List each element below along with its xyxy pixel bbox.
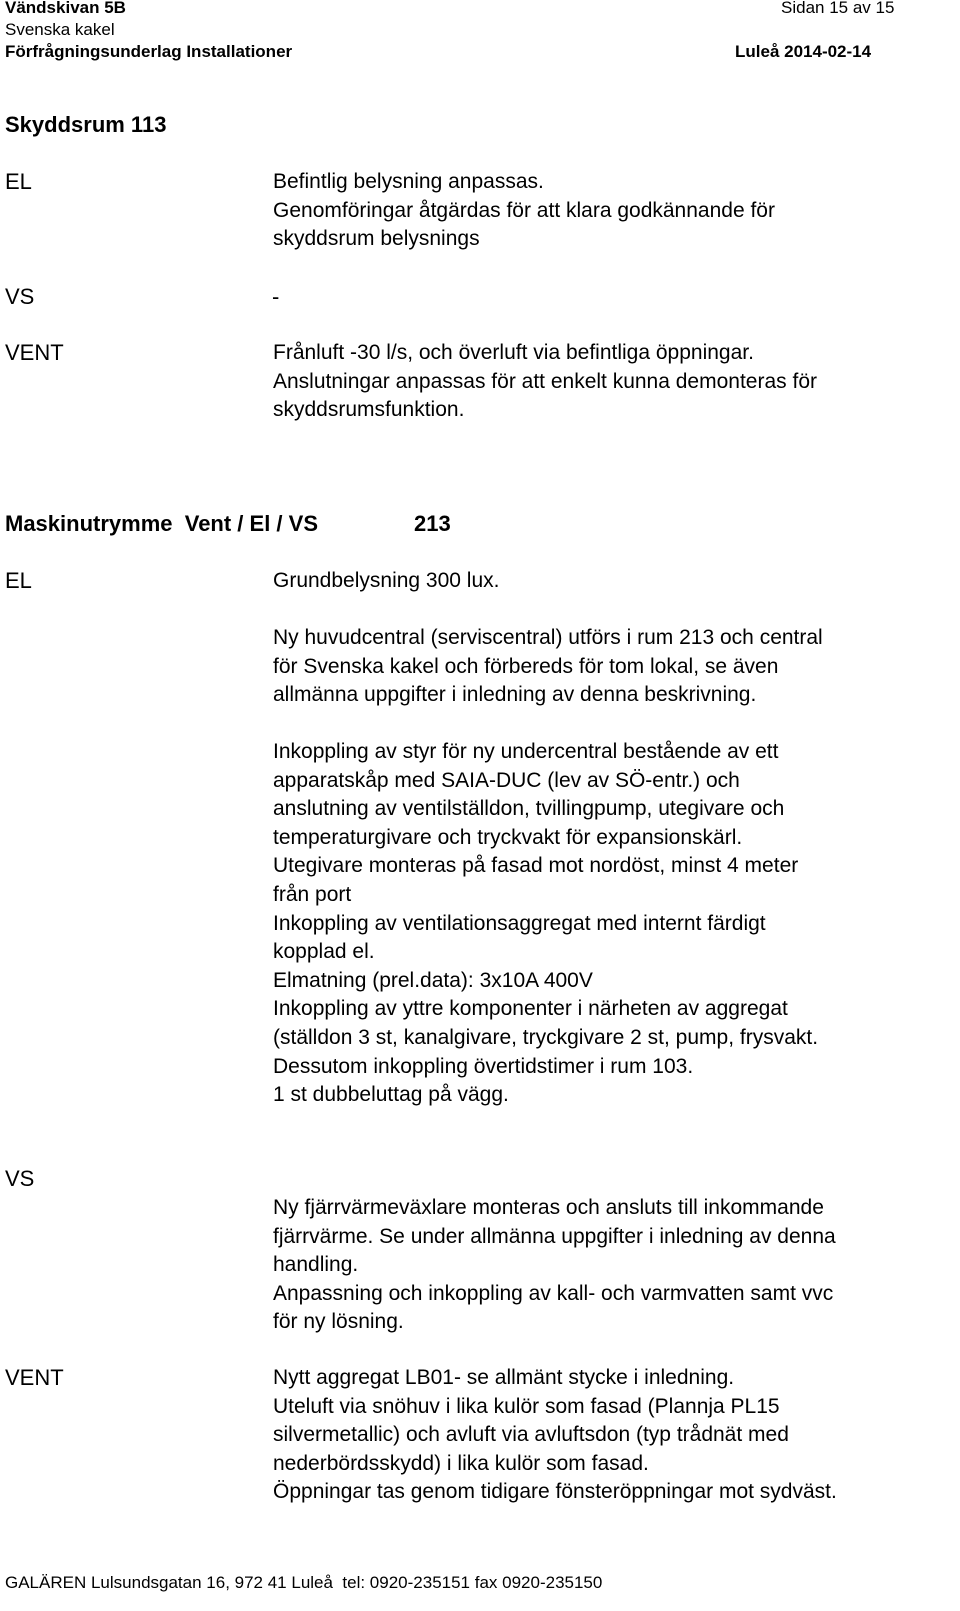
label-vs: VS <box>5 1166 35 1191</box>
footer-address: GALÄREN Lulsundsgatan 16, 972 41 Luleå tel: 0920-235151 fax 0920-235150 <box>5 1573 603 1592</box>
el-paragraph-huvudcentral: Ny huvudcentral (serviscentral) utförs i rum 213 och central för Svenska kakel och förbereds för tom lokal, se även allmänna uppgifter i inledning av denna beskrivning. <box>273 626 823 707</box>
vent-text-maskinutrymme: Nytt aggregat LB01- se allmänt stycke i inledning. Uteluft via snöhuv i lika kulör som fasad (Plannja PL15 silvermetallic) och avluft via avluftsdon (typ trådnät med nederbördsskydd) i lika kulör som fasad. Öppningar tas genom tidigare fönsteröppningar mot sydväst. <box>273 1366 837 1504</box>
el-grundbelysning: Grundbelysning 300 lux. <box>273 569 500 592</box>
header-company: Svenska kakel <box>5 20 115 39</box>
section-room-number: 213 <box>414 511 451 536</box>
label-vent: VENT <box>5 340 64 365</box>
header-page-number: Sidan 15 av 15 <box>781 0 895 17</box>
section-title-skyddsrum: Skyddsrum 113 <box>5 112 167 137</box>
label-vs: VS <box>5 284 35 309</box>
el-paragraph-inkoppling: Inkoppling av styr för ny undercentral bestående av ett apparatskåp med SAIA-DUC (lev av SÖ-entr.) och anslutning av ventilställdon, tvillingpump, utegivare och temperaturgivare och tryckvakt för expansionskärl. Utegivare monteras på fasad mot nordöst, minst 4 meter från port Inkoppling av ventilationsaggregat med internt färdigt kopplad el. Elmatning (prel.data): 3x10A 400V Inkoppling av yttre komponenter i närheten av aggregat (ställdon 3 st, kanalgivare, tryckgivare 2 st, pump, frysvakt. Dessutom inkoppling övertidstimer i rum 103. 1 st dubbeluttag på vägg. <box>273 740 819 1107</box>
header-place-date: Luleå 2014-02-14 <box>735 42 872 61</box>
el-text-skyddsrum: Befintlig belysning anpassas. Genomföringar åtgärdas för att klara godkännande för skyddsrum belysnings <box>273 170 775 251</box>
label-vent: VENT <box>5 1365 64 1390</box>
header-doc-type: Förfrågningsunderlag Installationer <box>5 42 293 61</box>
vs-text-dash: - <box>272 284 280 309</box>
header-project: Vändskivan 5B <box>5 0 126 17</box>
label-el: EL <box>5 169 32 194</box>
label-el: EL <box>5 568 32 593</box>
vent-text-skyddsrum: Frånluft -30 l/s, och överluft via befintliga öppningar. Anslutningar anpassas för att enkelt kunna demonteras för skyddsrumsfunktion. <box>273 341 817 422</box>
vs-text-maskinutrymme: Ny fjärrvärmeväxlare monteras och ansluts till inkommande fjärrvärme. Se under allmänna uppgifter i inledning av denna handling. Anpassning och inkoppling av kall- och varmvatten samt vvc för ny lösning. <box>273 1196 836 1334</box>
section-title-maskinutrymme: Maskinutrymme Vent / El / VS <box>5 511 318 536</box>
